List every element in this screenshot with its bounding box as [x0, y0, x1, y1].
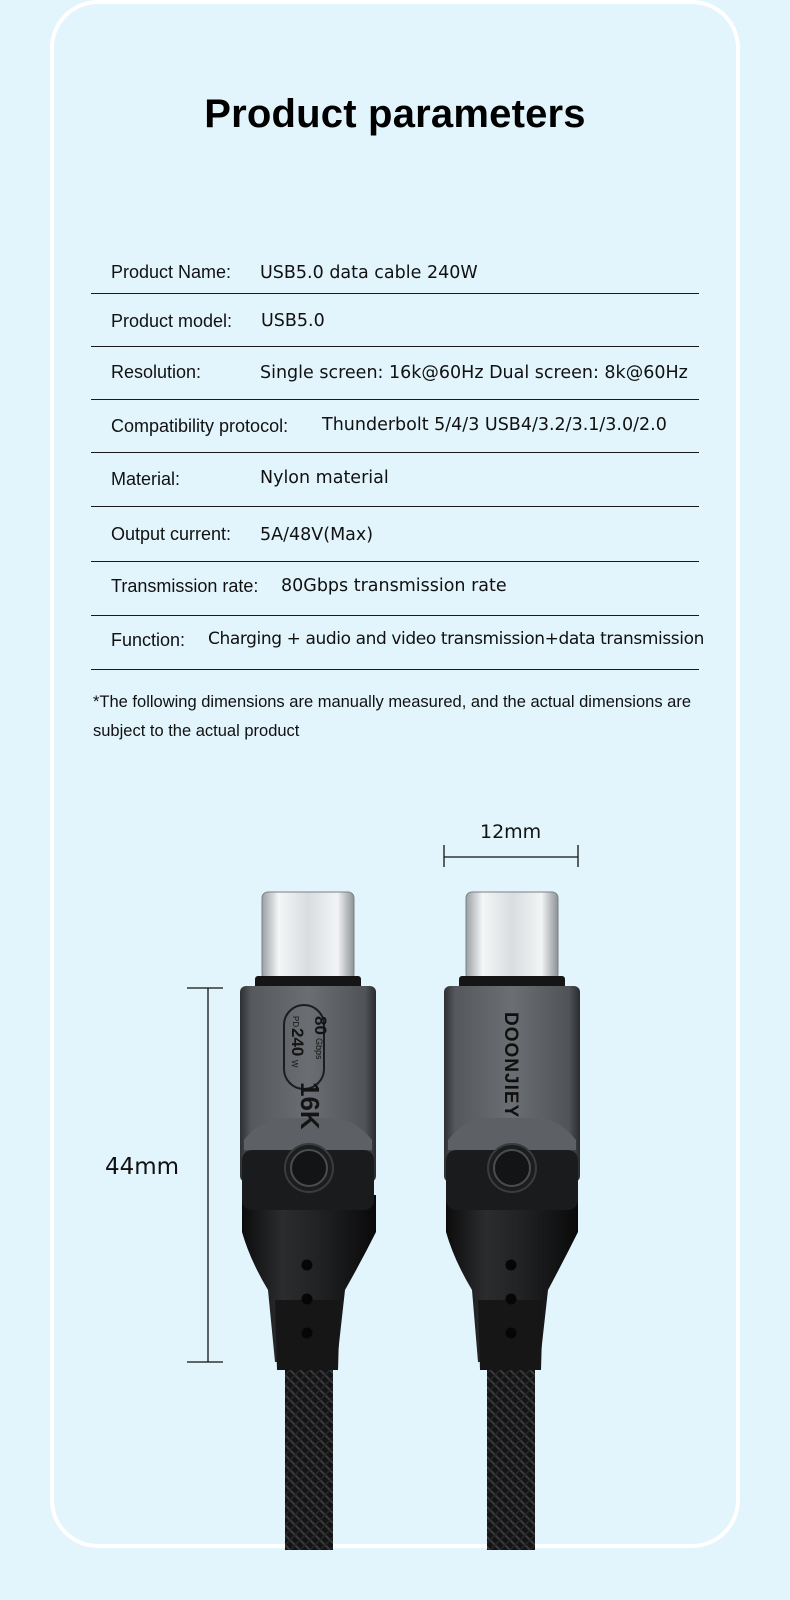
pd-prefix: PD: [291, 1016, 300, 1028]
param-value: 5A/48V(Max): [260, 525, 374, 545]
param-label: Output current:: [111, 524, 232, 544]
speed-value: 80: [311, 1016, 330, 1035]
width-dimension: [444, 845, 578, 867]
param-label: Function:: [111, 630, 186, 650]
param-value: USB5.0: [261, 311, 325, 331]
connector-left: [240, 892, 376, 1550]
param-label: Product model:: [111, 311, 233, 331]
connector-right: [444, 892, 580, 1550]
param-label: Compatibility protocol:: [111, 416, 289, 436]
param-value: 80Gbps transmission rate: [281, 576, 507, 596]
power-value: 240: [288, 1028, 307, 1057]
resolution-mark: 16K: [295, 1082, 325, 1130]
page-title: Product parameters: [204, 92, 586, 136]
param-value: Single screen: 16k@60Hz Dual screen: 8k@60Hz: [260, 363, 688, 383]
power-unit: W: [290, 1060, 299, 1068]
param-label: Material:: [111, 469, 181, 489]
dimensions-note: *The following dimensions are manually measured, and the actual dimensions are subject to the actual product: [93, 693, 691, 740]
param-value: Nylon material: [260, 468, 389, 488]
param-label: Resolution:: [111, 362, 202, 382]
param-label: Transmission rate:: [111, 576, 259, 596]
right-connector-print: [500, 1012, 521, 1118]
param-label: Product Name:: [111, 262, 232, 282]
speed-unit: Gbps: [314, 1038, 324, 1060]
width-label: 12mm: [480, 821, 542, 843]
length-label: 44mm: [105, 1154, 180, 1180]
param-value: Charging + audio and video transmission+data transmission: [208, 629, 704, 649]
brand-logo: DOONJIEY: [500, 1012, 521, 1119]
length-dimension: [187, 988, 223, 1362]
param-value: USB5.0 data cable 240W: [260, 263, 478, 283]
param-value: Thunderbolt 5/4/3 USB4/3.2/3.1/3.0/2.0: [322, 415, 667, 435]
